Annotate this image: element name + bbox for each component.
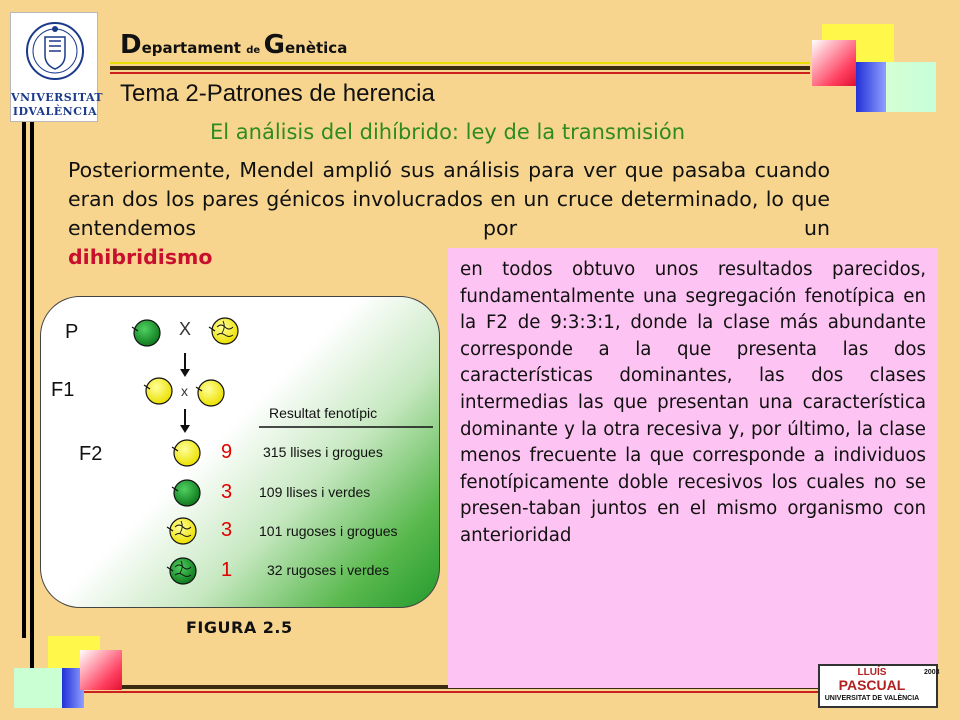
seal-name-last: PASCUAL (838, 677, 906, 693)
figure-caption: FIGURA 2.5 (186, 618, 293, 637)
ratio-value: 3 (221, 519, 233, 541)
university-logo (10, 12, 104, 122)
pea-yellow-smooth-icon (196, 380, 224, 406)
dept-word-1: epartament (141, 39, 247, 57)
explanation-box (448, 248, 938, 688)
header-rule-yellow (110, 62, 810, 64)
deco-square-red-bottom (80, 650, 122, 690)
pea-green-smooth-icon (172, 480, 200, 506)
generation-f1-label: F1 (51, 379, 75, 401)
dihybrid-cross-figure (40, 296, 440, 608)
logo-line-1: VNIVERSITAT (11, 91, 104, 104)
phenotype-label: 109 llises i verdes (259, 484, 371, 500)
arrow-down-icon (180, 353, 190, 377)
seal-year: 2003 (924, 669, 940, 676)
slide-subtitle: El análisis del dihíbrido: ley de la transmisión (210, 120, 686, 144)
phenotype-label: 101 rugoses i grogues (259, 523, 398, 539)
footer-rule-red (30, 691, 830, 693)
explanation-text: en todos obtuvo unos resultados parecidos, fundamentalmente una segregación fenotípica en la F2 de 9:3:3:1, donde la clase más abundante corresponde a la que presenta las dos características dominantes, las dos clases intermedias las que presentan una característica dominante y la otra recesiva y, por último, la clase menos frecuente la que corresponde a individuos fenotípicamente doble recesivos los cuales no se presen-taban juntos en el mismo organismo con anterioridad (460, 259, 926, 546)
left-bar-outer (22, 118, 26, 638)
phenotype-label: 32 rugoses i verdes (267, 562, 390, 578)
result-header: Resultat fenotípic (269, 405, 378, 421)
deco-square-blue-top (856, 62, 886, 112)
arrow-down-icon (180, 409, 190, 433)
author-seal (818, 664, 938, 708)
generation-p-label: P (65, 321, 79, 343)
intro-paragraph: Posteriormente, Mendel amplió sus análisis para ver que pasaba cuando eran dos los pares génicos involucrados en un cruce determinado, lo que entendemos por un (68, 158, 830, 240)
seal-organization: UNIVERSITAT DE VALÈNCIA (824, 695, 920, 702)
department-title (120, 30, 347, 60)
phenotype-label: 315 llises i grogues (263, 444, 383, 460)
deco-square-green-bottom (14, 668, 64, 708)
ratio-value: 1 (221, 559, 233, 581)
cross-symbol-p: X (179, 319, 192, 339)
header-rule-dark (110, 66, 810, 70)
cross-symbol-f1: x (181, 383, 188, 399)
generation-f2-label: F2 (79, 443, 103, 465)
pea-yellow-wrinkled-icon (167, 518, 196, 544)
seal-name-first: LLUÍS (857, 667, 887, 678)
ratio-value: 9 (221, 441, 233, 463)
dept-initial-d: D (120, 30, 142, 60)
topic-title: Tema 2-Patrones de herencia (120, 80, 435, 107)
pea-yellow-smooth-icon (144, 378, 172, 404)
deco-square-red-top (812, 40, 856, 86)
ratio-value: 3 (221, 481, 233, 503)
pea-yellow-smooth-icon (172, 440, 200, 466)
logo-line-2: IDVALÈNCIA (12, 105, 98, 118)
pea-green-wrinkled-icon (167, 558, 196, 584)
dept-word-2: enètica (284, 39, 348, 57)
left-bar-inner (30, 118, 34, 698)
intro-highlight: dihibridismo (68, 245, 213, 269)
university-crest-icon (25, 19, 85, 89)
dept-initial-g: G (263, 30, 285, 60)
dept-word-de: de (246, 45, 264, 56)
pea-green-smooth-icon (132, 320, 160, 346)
pea-yellow-wrinkled-icon (209, 318, 238, 344)
header-rule-red (110, 72, 810, 74)
